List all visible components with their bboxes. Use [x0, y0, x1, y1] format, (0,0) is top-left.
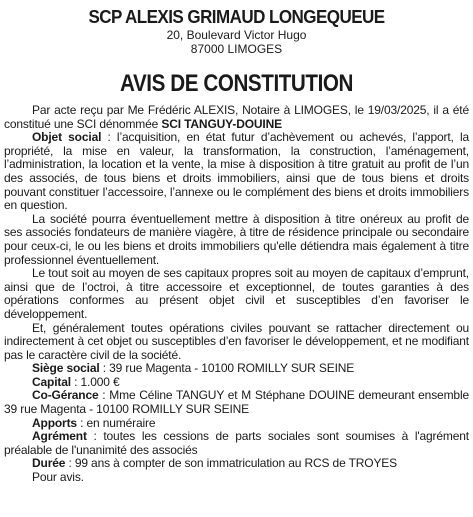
closing-line: Pour avis.	[32, 470, 84, 485]
cogerance-text: : Mme Céline TANGUY et M Stéphane DOUINE demeurant ensemble 39 rue Magenta - 10100 ROMILLY SUR SEINE	[4, 388, 469, 417]
notice-title: AVIS DE CONSTITUTION	[120, 70, 353, 97]
duree-text: : 99 ans à compter de son immatriculation au RCS de TROYES	[65, 456, 398, 471]
apports-text: : en numéraire	[76, 415, 156, 430]
agrement-paragraph	[4, 430, 469, 457]
cogerance-label: Co-Gérance	[32, 388, 99, 403]
intro-text: Par acte reçu par Me Frédéric ALEXIS, Notaire à LIMOGES, le 19/03/2025, il a été constitué une SCI dénommée	[4, 103, 469, 131]
company-name: SCI TANGUY-DOUINE	[161, 116, 282, 131]
disposition-paragraph: La société pourra éventuellement mettre à disposition à titre onéreux au profit de ses associés fondateurs de manière viagère, à titre de résidence principale ou secondaire pour ceux-ci, le ou les biens et droits immobiliers qu'elle détiendra mais également à titre professionnel éventuellement.	[4, 211, 469, 267]
capital-text: : 1.000 €	[70, 374, 120, 389]
apports-paragraph	[4, 417, 469, 431]
general-paragraph: Et, généralement toutes opérations civiles pouvant se rattacher directement ou indirectement à cet objet ou susceptibles d’en favoriser le développement, et ne modifiant pas le caractère civil de la société.	[4, 320, 469, 362]
objet-label: Objet social	[32, 130, 102, 145]
duree-paragraph	[4, 457, 469, 471]
objet-text: : l’acquisition, en état futur d’achèvement ou achevés, l’apport, la propriété, la mise en valeur, la transformation, la construction, l’aménagement, l’administration, la location et la vente, la mise à disposition à titre gratuit au profit de l’un des associés, de tous biens et droits immobiliers, ainsi que de tous biens et droits pouvant constituer l’accessoire, l’annexe ou le complément des biens et droits immobiliers en question.	[4, 130, 469, 213]
cogerance-paragraph	[4, 389, 469, 416]
capital-paragraph	[4, 376, 469, 390]
intro-paragraph	[4, 104, 469, 131]
apports-label: Apports	[32, 415, 77, 430]
office-address-line1: 20, Boulevard Victor Hugo	[166, 28, 307, 42]
objet-paragraph	[4, 131, 469, 213]
duree-label: Durée	[32, 456, 66, 471]
office-name: SCP ALEXIS GRIMAUD LONGEQUEUE	[88, 6, 385, 27]
siege-paragraph	[4, 362, 469, 376]
siege-text: : 39 rue Magenta - 10100 ROMILLY SUR SEINE	[99, 361, 355, 376]
office-address-line2: 87000 LIMOGES	[190, 42, 283, 56]
agrement-label: Agrément	[32, 429, 87, 444]
agrement-text: : toutes les cessions de parts sociales sont soumises à l'agrément préalable de l'unanimité des associés	[4, 429, 469, 457]
siege-label: Siège social	[32, 361, 100, 376]
notice-body	[4, 104, 469, 485]
moyens-paragraph: Le tout soit au moyen de ses capitaux propres soit au moyen de capitaux d’emprunt, ainsi que de l’octroi, à titre accessoire et exceptionnel, de toutes garanties à des opérations conformes au présent objet civil et susceptibles d’en favoriser le développement.	[4, 266, 469, 321]
capital-label: Capital	[32, 374, 71, 389]
